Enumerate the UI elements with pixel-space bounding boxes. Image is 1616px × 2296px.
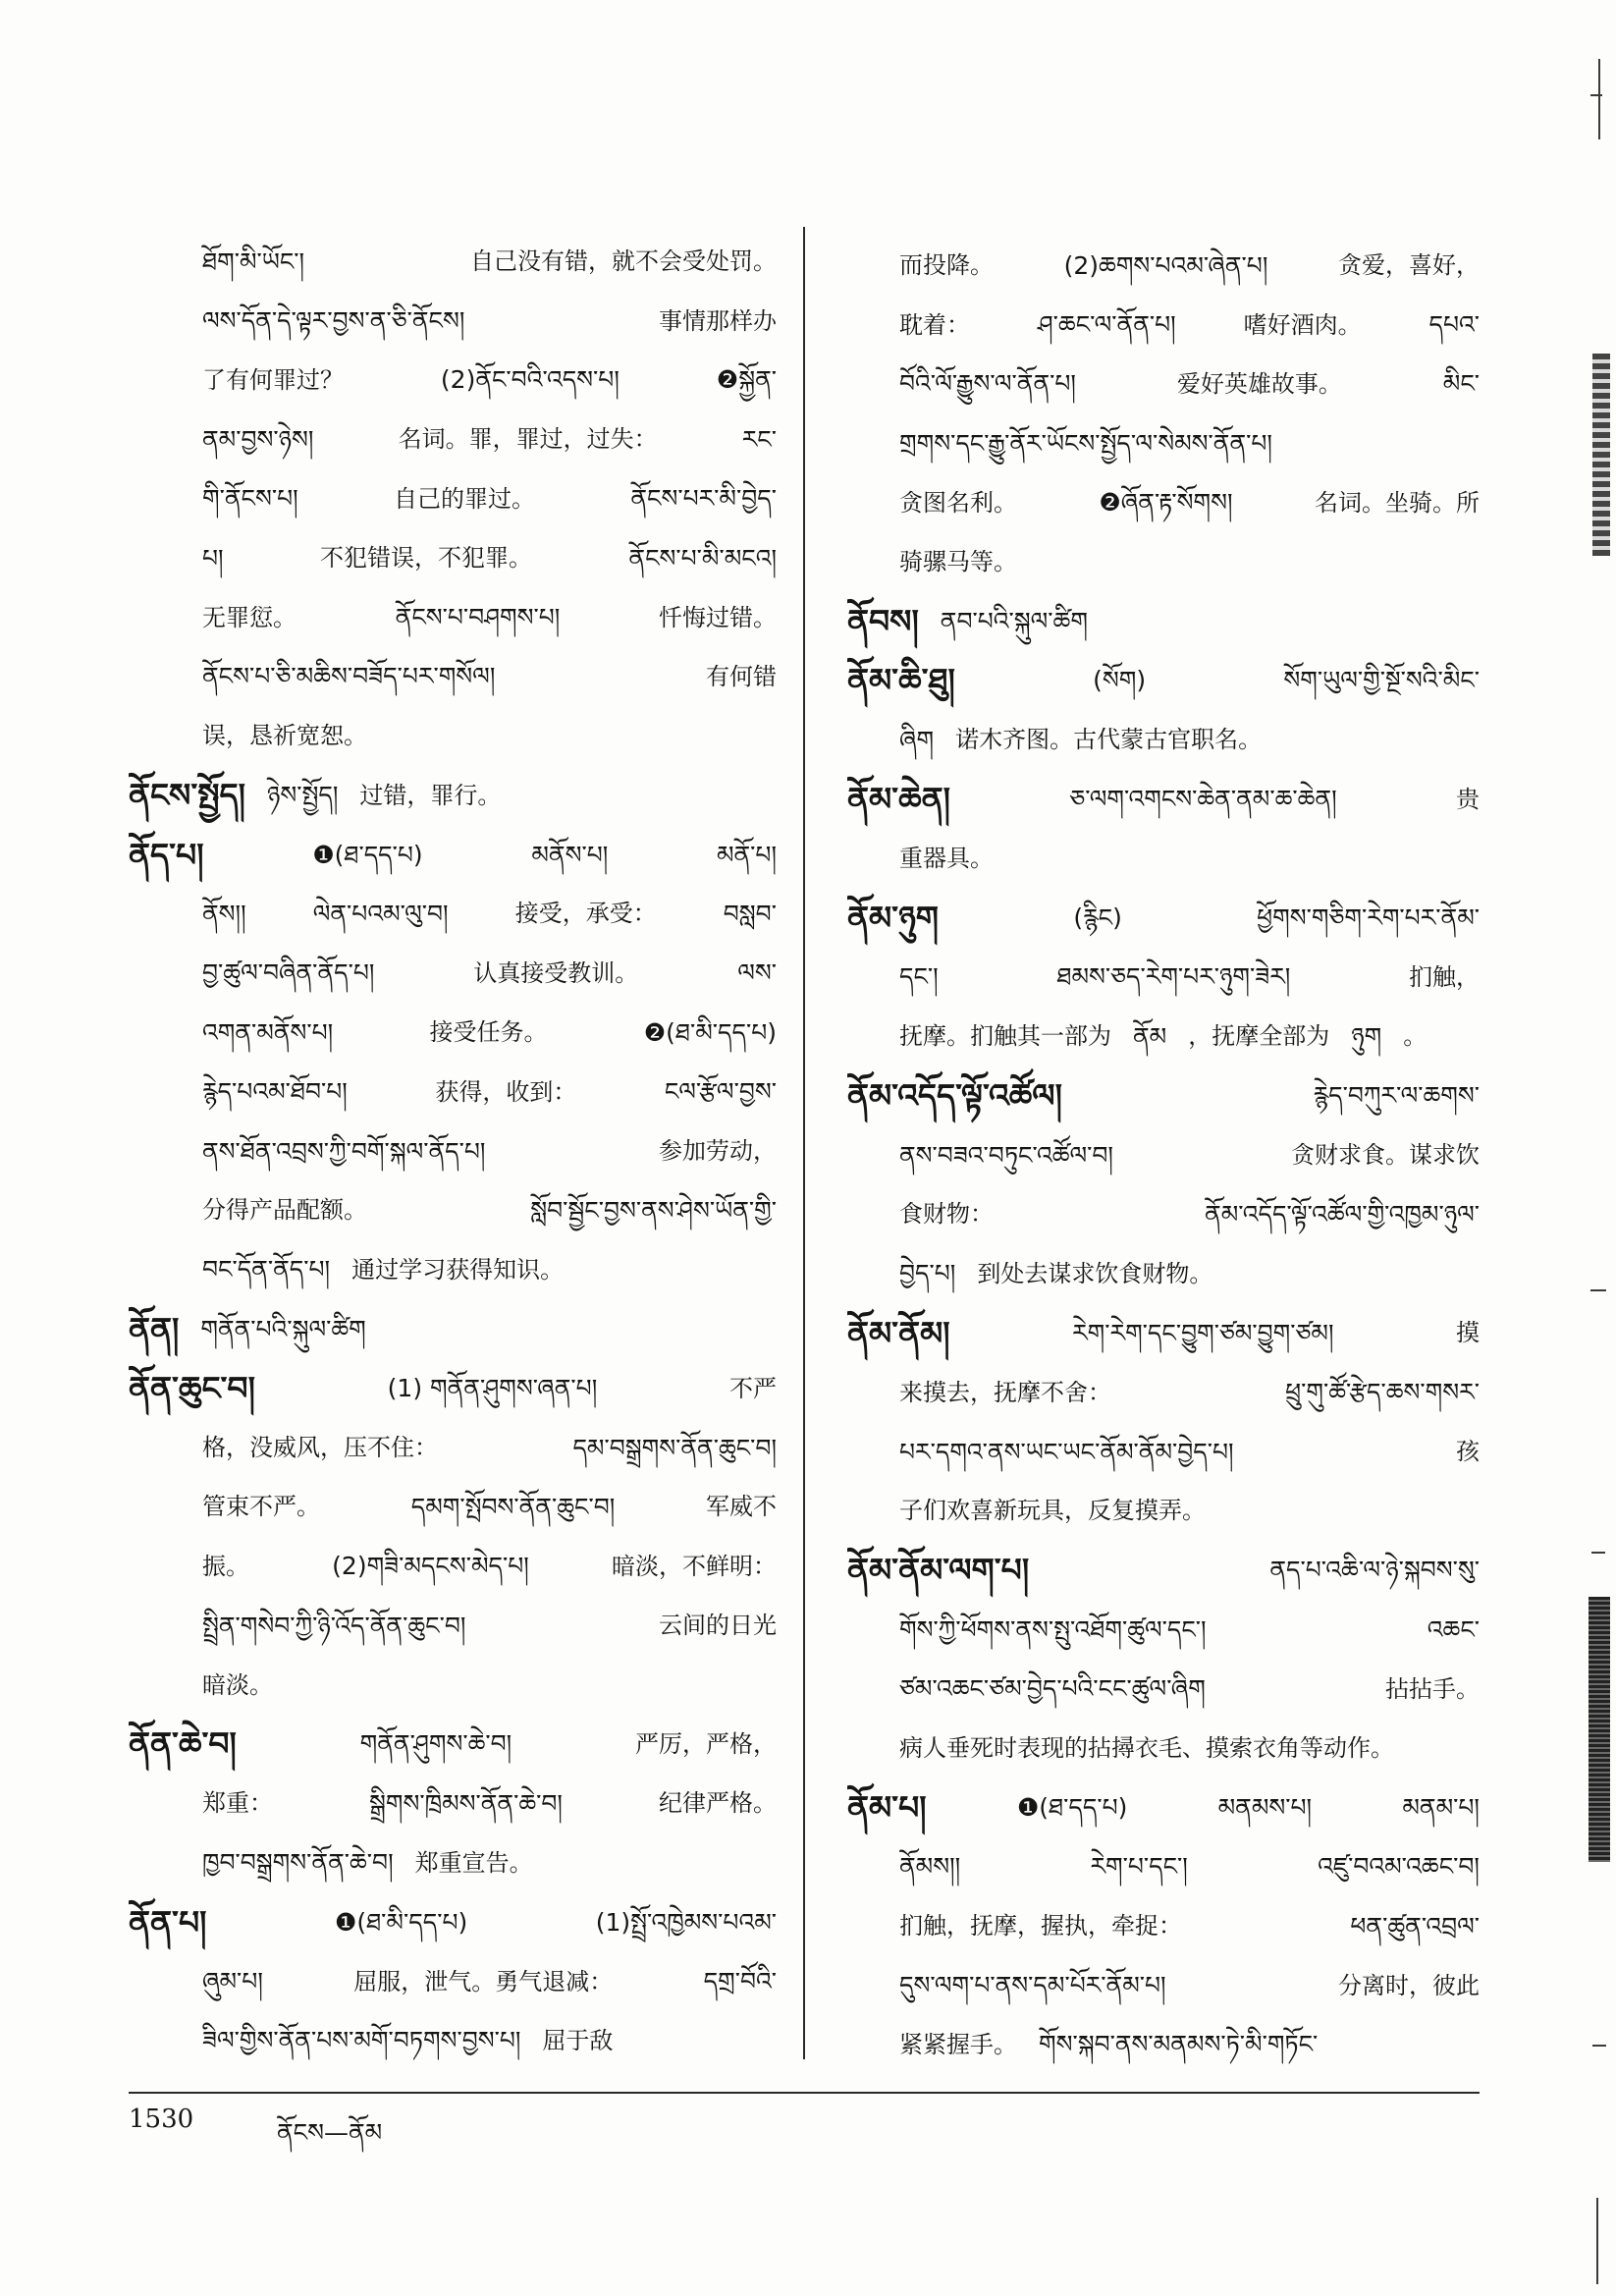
dictionary-entry <box>847 591 1480 650</box>
text-line <box>129 647 777 706</box>
tibetan-text: ངལ་རྩོལ་བྱས་ <box>664 1077 777 1107</box>
text-line <box>129 1121 777 1180</box>
tibetan-text: མནོ་པ། <box>716 840 777 869</box>
text-line <box>129 2011 777 2070</box>
dictionary-entry <box>129 766 777 825</box>
tibetan-text: རེག་རེག་དང་བྱུག་ཙམ་བྱུག་ཙམ། <box>1072 1318 1334 1347</box>
tibetan-text: ཤ་ཆང་ལ་ནོན་པ། <box>1037 310 1176 340</box>
chinese-text: 扪触， <box>1409 962 1480 991</box>
text-line <box>129 1477 777 1536</box>
tibetan-text: ནས་ཐོན་འབྲས་ཀྱི་བགོ་སྐལ་ནོད་པ། <box>202 1136 486 1166</box>
text-line <box>847 473 1480 532</box>
chinese-text: 振。 <box>202 1552 249 1580</box>
text-line <box>847 1184 1480 1243</box>
chinese-text: 暗淡。 <box>202 1670 273 1699</box>
tibetan-text: དུས་ལག་པ་ནས་དམ་པོར་ནོམ་པ། <box>899 1971 1166 2000</box>
tibetan-text: གི་ནོངས་པ། <box>202 484 298 514</box>
page-number: 1530 <box>129 2105 194 2134</box>
dictionary-entry <box>129 1299 777 1358</box>
tibetan-text: མནོས་པ། <box>531 840 609 869</box>
text-line <box>847 1600 1480 1659</box>
text-line <box>847 236 1480 295</box>
dictionary-entry <box>847 770 1480 889</box>
tibetan-text: མིང་ <box>1442 369 1480 399</box>
tibetan-text: ཞིག <box>899 725 935 754</box>
chinese-text: 接受任务。 <box>429 1018 548 1047</box>
tibetan-text: སློབ་སྦྱོང་བྱས་ནས་ཤེས་ཡོན་གྱི་ <box>530 1195 777 1225</box>
chinese-text: 屈服，泄气。勇气退减： <box>353 1967 614 1995</box>
chinese-text: 了有何罪过？ <box>202 365 344 394</box>
tibetan-text: (2)ནོང་བའི་འདས་པ། <box>440 365 619 395</box>
chinese-text: 事情那样办 <box>659 306 777 335</box>
tibetan-text: (སོག) <box>1093 666 1147 695</box>
tibetan-text: འགན་མནོས་པ། <box>202 1017 334 1047</box>
tibetan-text: སོག་ཡུལ་གྱི་སྔོ་སའི་མིང་ <box>1283 666 1480 695</box>
chinese-text: 屈于敌 <box>542 2026 614 2054</box>
tibetan-text: (2)གཟི་མདངས་མེད་པ། <box>332 1552 529 1581</box>
text-line <box>129 528 777 587</box>
tibetan-text: (1) གནོན་ཤུགས་ཞན་པ། <box>387 1374 598 1403</box>
tibetan-text: གྲགས་དང་རྒྱུ་ནོར་ཡོངས་སྤྱོད་ལ་སེམས་ནོན་པ། <box>899 428 1272 458</box>
text-line <box>129 410 777 468</box>
chinese-text: 来摸去，抚摩不舍： <box>899 1378 1111 1406</box>
tibetan-text: ནས་བཟའ་བཏུང་འཚོལ་བ། <box>899 1140 1113 1170</box>
headword: ནོམ་ཉུག <box>847 898 939 937</box>
tibetan-text: བྱ་ཚུལ་བཞིན་ནོད་པ། <box>202 958 375 988</box>
headword: ནོན་ཆུང་བ། <box>129 1369 255 1408</box>
scan-artifact <box>1591 1552 1605 1554</box>
tibetan-text: བྱེད་པ། <box>899 1259 956 1288</box>
tibetan-text: ནད་པ་འཆི་ལ་ཉེ་སྐབས་སུ་ <box>1269 1556 1480 1585</box>
text-line <box>129 1655 777 1714</box>
tibetan-text: ཐོག་མི་ཡོང་། <box>202 246 305 276</box>
tibetan-text: ཞུམ་པ། <box>202 1967 263 1996</box>
chinese-text: 摸 <box>1455 1319 1480 1347</box>
tibetan-text: ཐམས་ཅད་རེག་པར་ཉུག་ཟེར། <box>1056 962 1291 992</box>
headword: ནོན་ཆེ་བ། <box>129 1724 237 1764</box>
chinese-text: 过错，罪行。 <box>359 781 502 809</box>
dictionary-entry <box>847 1541 1480 1778</box>
chinese-text: 误，恳祈宽恕。 <box>202 722 367 750</box>
column-divider <box>803 227 805 2059</box>
chinese-text: 获得，收到： <box>435 1077 577 1106</box>
text-line <box>129 1358 777 1417</box>
text-line <box>129 1240 777 1299</box>
text-line <box>847 1362 1480 1421</box>
tibetan-text: ལས་ <box>737 958 777 988</box>
headword: ནོམ་ནོམ། <box>847 1313 950 1352</box>
text-line <box>847 1955 1480 2014</box>
tibetan-text: མནམ་པ། <box>1402 1792 1480 1822</box>
text-line <box>129 1062 777 1121</box>
text-line <box>129 706 777 765</box>
tibetan-text: ནོངས་པ་མི་མངའ། <box>628 543 777 573</box>
text-line <box>847 413 1480 472</box>
tibetan-text: ཁྱབ་བསྒྲགས་ནོན་ཆེ་བ། <box>202 1848 394 1878</box>
text-line <box>847 888 1480 947</box>
chinese-text: 忏悔过错。 <box>658 603 777 631</box>
text-line <box>847 1481 1480 1540</box>
dictionary-entry <box>847 1777 1480 2074</box>
text-line <box>847 1125 1480 1184</box>
scan-artifact <box>1596 2198 1598 2284</box>
chinese-text: 名词。坐骑。所 <box>1314 488 1480 517</box>
chinese-text: 暗淡，不鲜明： <box>611 1552 777 1580</box>
headword: ནོད་པ། <box>129 835 204 874</box>
headword: ནོབས། <box>847 602 919 641</box>
chinese-text: 到处去谋求饮食财物。 <box>977 1259 1213 1287</box>
text-line <box>129 825 777 884</box>
tibetan-text: ❷སྐྱོན་ <box>716 365 777 395</box>
chinese-text: ，抚摩全部为 <box>1188 1022 1330 1051</box>
headword: ནོམ་ནོམ་ལག་པ། <box>847 1551 1030 1590</box>
tibetan-text: སྤྲིན་གསེབ་ཀྱི་ཉི་འོད་ནོན་ཆུང་བ། <box>202 1611 466 1640</box>
tibetan-text: ནོམ་འདོད་ལྟོ་འཚོལ་གྱི་འཁྱམ་ཉུལ་ <box>1205 1199 1480 1229</box>
tibetan-text: (རྙིང) <box>1073 902 1122 932</box>
text-line <box>129 1892 777 1951</box>
tibetan-text: ཕྱོགས་གཅིག་རེག་པར་ནོམ་ <box>1257 902 1480 932</box>
text-line <box>847 295 1480 354</box>
text-line <box>129 884 777 943</box>
text-line <box>129 232 777 291</box>
right-column <box>847 236 1480 2074</box>
tibetan-text: གནོན་ཤུགས་ཆེ་བ། <box>359 1729 512 1759</box>
tibetan-text: གོས་སྐབ་ནས་མནམས་ཏེ་མི་གཏོང་ <box>1039 2030 1319 2059</box>
tibetan-text: པར་དགའ་ནས་ཡང་ཡང་ནོམ་ནོམ་བྱེད་པ། <box>899 1437 1234 1466</box>
text-line <box>129 1715 777 1774</box>
tibetan-text: དམ་བསྒྲགས་ནོན་ཆུང་བ། <box>572 1433 777 1462</box>
tibetan-text: བང་དོན་ནོད་པ། <box>202 1255 331 1285</box>
chinese-text: 贪财求食。谋求饮 <box>1291 1141 1480 1170</box>
chinese-text: 而投降。 <box>899 251 994 280</box>
tibetan-text: ནོངས་པ་བཤགས་པ། <box>395 603 561 632</box>
tibetan-text: ❷ཞོན་རྟ་སོགས། <box>1099 488 1233 518</box>
tibetan-text: ལས་དོན་དེ་ལྟར་བྱས་ན་ཅི་ནོངས། <box>202 306 465 336</box>
scan-artifact <box>1589 1597 1610 1862</box>
chinese-text: 抚摩。扪触其一部为 <box>899 1022 1111 1051</box>
chinese-text: 名词。罪，罪过，过失： <box>398 425 658 454</box>
text-line <box>847 651 1480 710</box>
text-line <box>847 710 1480 769</box>
text-line <box>129 1951 777 2010</box>
chinese-text: 不严 <box>729 1374 777 1402</box>
chinese-text: 郑重宣告。 <box>414 1848 533 1877</box>
text-line <box>847 1896 1480 1955</box>
chinese-text: 骑骡马等。 <box>899 548 1017 576</box>
tibetan-text: ཕན་ཚུན་འབྲལ་ <box>1350 1911 1480 1941</box>
chinese-text: 军威不 <box>706 1493 777 1521</box>
text-line <box>129 1180 777 1239</box>
chinese-text: 拈拈手。 <box>1385 1674 1480 1703</box>
headword: ནོངས་སྤྱོད། <box>129 776 245 815</box>
headword: ནོམ་ཆི་ཐུ། <box>847 661 955 700</box>
text-line <box>847 1303 1480 1362</box>
text-line <box>847 1719 1480 1777</box>
chinese-text: 分离时，彼此 <box>1338 1971 1480 1999</box>
tibetan-text: ནོམ <box>1133 1021 1167 1051</box>
chinese-text: 分得产品配额。 <box>202 1196 367 1225</box>
headword: ནོན། <box>129 1309 180 1348</box>
tibetan-text: ཟིལ་གྱིས་ནོན་པས་མགོ་བཏགས་བྱས་པ། <box>202 2026 521 2055</box>
entry-continuation <box>847 236 1480 591</box>
tibetan-text: ནམ་བྱས་ཉེས། <box>202 424 314 454</box>
dictionary-entry <box>847 888 1480 1066</box>
scan-artifact <box>1592 2045 1606 2047</box>
tibetan-text: ❶(ཐ་དད་པ) <box>312 840 423 869</box>
chinese-text: 。 <box>1403 1022 1427 1051</box>
text-line <box>847 1066 1480 1124</box>
tibetan-text: རྙེད་བཀུར་ལ་ཆགས་ <box>1313 1081 1480 1111</box>
running-head: ནོངས—ནོམ <box>277 2118 383 2147</box>
tibetan-text: ཕྲུ་གུ་ཚོ་རྩེད་ཆས་གསར་ <box>1285 1378 1480 1407</box>
tibetan-text: མནམས་པ། <box>1217 1792 1313 1822</box>
tibetan-text: ནབ་པའི་སྐུལ་ཚིག <box>940 607 1088 636</box>
tibetan-text: ནོངས་པར་མི་བྱེད་ <box>630 484 777 514</box>
headword: ནོན་པ། <box>129 1902 207 1941</box>
text-line <box>129 766 777 825</box>
chinese-text: 参加劳动， <box>659 1137 777 1166</box>
tibetan-text: པ། <box>202 543 224 573</box>
dictionary-entry <box>129 1892 777 2070</box>
chinese-text: 纪律严格。 <box>658 1789 777 1818</box>
chinese-text: 云间的日光 <box>659 1612 777 1640</box>
chinese-text: 扪触，抚摩，握执，牵捉： <box>899 1912 1182 1941</box>
scan-artifact <box>1590 1289 1606 1291</box>
chinese-text: 接受，承受： <box>514 900 657 928</box>
tibetan-text: ❶(ཐ་མི་དད་པ) <box>334 1907 468 1937</box>
entry-continuation <box>129 232 777 766</box>
tibetan-text: རེག་པ་དང་། <box>1090 1852 1188 1882</box>
tibetan-text: ནོམས།། <box>899 1852 961 1882</box>
chinese-text: 紧紧握手。 <box>899 2030 1017 2058</box>
text-line <box>129 1833 777 1892</box>
text-line <box>129 1299 777 1358</box>
tibetan-text: གནོན་པའི་སྐུལ་ཚིག <box>200 1314 366 1343</box>
tibetan-text: དམག་སྤོབས་ནོན་ཆུང་བ། <box>410 1492 616 1521</box>
tibetan-text: བོའི་ལོ་རྒྱུས་ལ་ནོན་པ། <box>899 369 1076 399</box>
tibetan-text: ནོས།། <box>202 899 246 928</box>
tibetan-text: ཉེས་སྤྱོད། <box>266 781 339 810</box>
chinese-text: 郑重： <box>202 1789 273 1818</box>
tibetan-text: སྒྲིགས་ཁྲིམས་ནོན་ཆེ་བ། <box>368 1788 563 1818</box>
text-line <box>847 1244 1480 1303</box>
text-line <box>129 351 777 410</box>
text-line <box>847 1659 1480 1718</box>
dictionary-entry <box>847 1066 1480 1303</box>
tibetan-text: ❶(ཐ་དད་པ) <box>1016 1792 1128 1822</box>
scan-artifact <box>1598 59 1600 139</box>
chinese-text: 子们欢喜新玩具，反复摸弄。 <box>899 1497 1206 1525</box>
chinese-text: 贵 <box>1456 785 1480 813</box>
text-line <box>847 770 1480 829</box>
tibetan-text: བསླབ་ <box>723 899 777 928</box>
tibetan-text: (2)ཆགས་པའམ་ཞེན་པ། <box>1063 250 1268 280</box>
chinese-text: 格，没威风，压不住： <box>202 1434 438 1461</box>
text-line <box>847 591 1480 650</box>
tibetan-text: (1)སྤྲོ་འཁྱེམས་པའམ་ <box>595 1907 777 1937</box>
tibetan-text: འཛུ་བའམ་འཆང་བ། <box>1318 1852 1480 1882</box>
headword: ནོམ་པ། <box>847 1787 927 1827</box>
text-line <box>847 1422 1480 1481</box>
tibetan-text: ཅ་ལག་འགངས་ཆེན་ནམ་ཆ་ཆེན། <box>1069 785 1337 814</box>
text-line <box>129 1596 777 1655</box>
chinese-text: 无罪愆。 <box>202 603 296 631</box>
tibetan-text: དགྲ་བོའི་ <box>703 1967 777 1996</box>
text-line <box>129 469 777 528</box>
tibetan-text: རྙེད་པའམ་ཐོབ་པ། <box>202 1077 348 1107</box>
text-line <box>847 948 1480 1007</box>
chinese-text: 认真接受教训。 <box>473 958 639 987</box>
tibetan-text: རང་ <box>741 424 777 454</box>
chinese-text: 嗜好酒肉。 <box>1243 310 1362 339</box>
tibetan-text: ཉུག <box>1351 1021 1382 1051</box>
text-line <box>847 355 1480 413</box>
chinese-text: 诺木齐图。古代蒙古官职名。 <box>955 726 1263 754</box>
text-line <box>129 944 777 1003</box>
text-line <box>847 1837 1480 1896</box>
text-line <box>847 532 1480 591</box>
scan-artifact <box>1590 94 1602 96</box>
dictionary-entry <box>847 1303 1480 1541</box>
chinese-text: 管束不严。 <box>202 1493 320 1521</box>
dictionary-entry <box>847 651 1480 770</box>
chinese-text: 自己的罪过。 <box>394 484 535 513</box>
chinese-text: 自己没有错，就不会受处罚。 <box>470 247 777 276</box>
headword: ནོམ་འདོད་ལྟོ་འཚོལ། <box>847 1076 1062 1116</box>
text-line <box>129 587 777 646</box>
text-line <box>847 1777 1480 1836</box>
chinese-text: 有何错 <box>706 662 777 690</box>
text-line <box>129 1774 777 1832</box>
tibetan-text: ནོངས་པ་ཅི་མཆིས་བཟོད་པར་གསོལ། <box>202 662 496 691</box>
chinese-text: 不犯错误，不犯罪。 <box>320 544 532 573</box>
chinese-text: 孩 <box>1456 1438 1480 1465</box>
text-line <box>847 1541 1480 1600</box>
chinese-text: 严厉，严格， <box>635 1729 777 1758</box>
footer-rule <box>129 2092 1480 2094</box>
text-line <box>847 2015 1480 2074</box>
tibetan-text: དང་། <box>899 962 939 992</box>
headword: ནོམ་ཆེན། <box>847 780 950 819</box>
dictionary-entry <box>129 825 777 1299</box>
tibetan-text: ❷(ཐ་མི་དད་པ) <box>643 1017 777 1047</box>
tibetan-text: གོས་ཀྱི་ཕོགས་ནས་སྤུ་འཐོག་ཚུལ་དང་། <box>899 1614 1207 1644</box>
text-line <box>129 1537 777 1596</box>
chinese-text: 通过学习获得知识。 <box>351 1255 565 1284</box>
text-line <box>847 829 1480 888</box>
text-line <box>129 1003 777 1062</box>
text-line <box>129 1418 777 1477</box>
tibetan-text: འཆང་ <box>1427 1614 1480 1644</box>
chinese-text: 贪图名利。 <box>899 488 1017 517</box>
text-line <box>129 291 777 350</box>
tibetan-text: ལེན་པའམ་ལུ་བ། <box>312 899 449 928</box>
chinese-text: 贪爱，喜好， <box>1337 251 1480 280</box>
dictionary-entry <box>129 1715 777 1892</box>
tibetan-text: ཙམ་འཆང་ཙམ་བྱེད་པའི་ངང་ཚུལ་ཞིག <box>899 1674 1206 1704</box>
chinese-text: 耽着： <box>899 310 970 339</box>
chinese-text: 重器具。 <box>899 845 994 873</box>
chinese-text: 病人垂死时表现的拈撏衣毛、摸索衣角等动作。 <box>899 1733 1394 1762</box>
dictionary-entry <box>129 1358 777 1714</box>
text-line <box>847 1007 1480 1066</box>
chinese-text: 爱好英雄故事。 <box>1176 369 1342 398</box>
chinese-text: 食财物： <box>899 1200 994 1229</box>
left-column <box>129 232 777 2070</box>
scan-artifact <box>1592 354 1610 556</box>
tibetan-text: དཔའ་ <box>1428 310 1480 340</box>
